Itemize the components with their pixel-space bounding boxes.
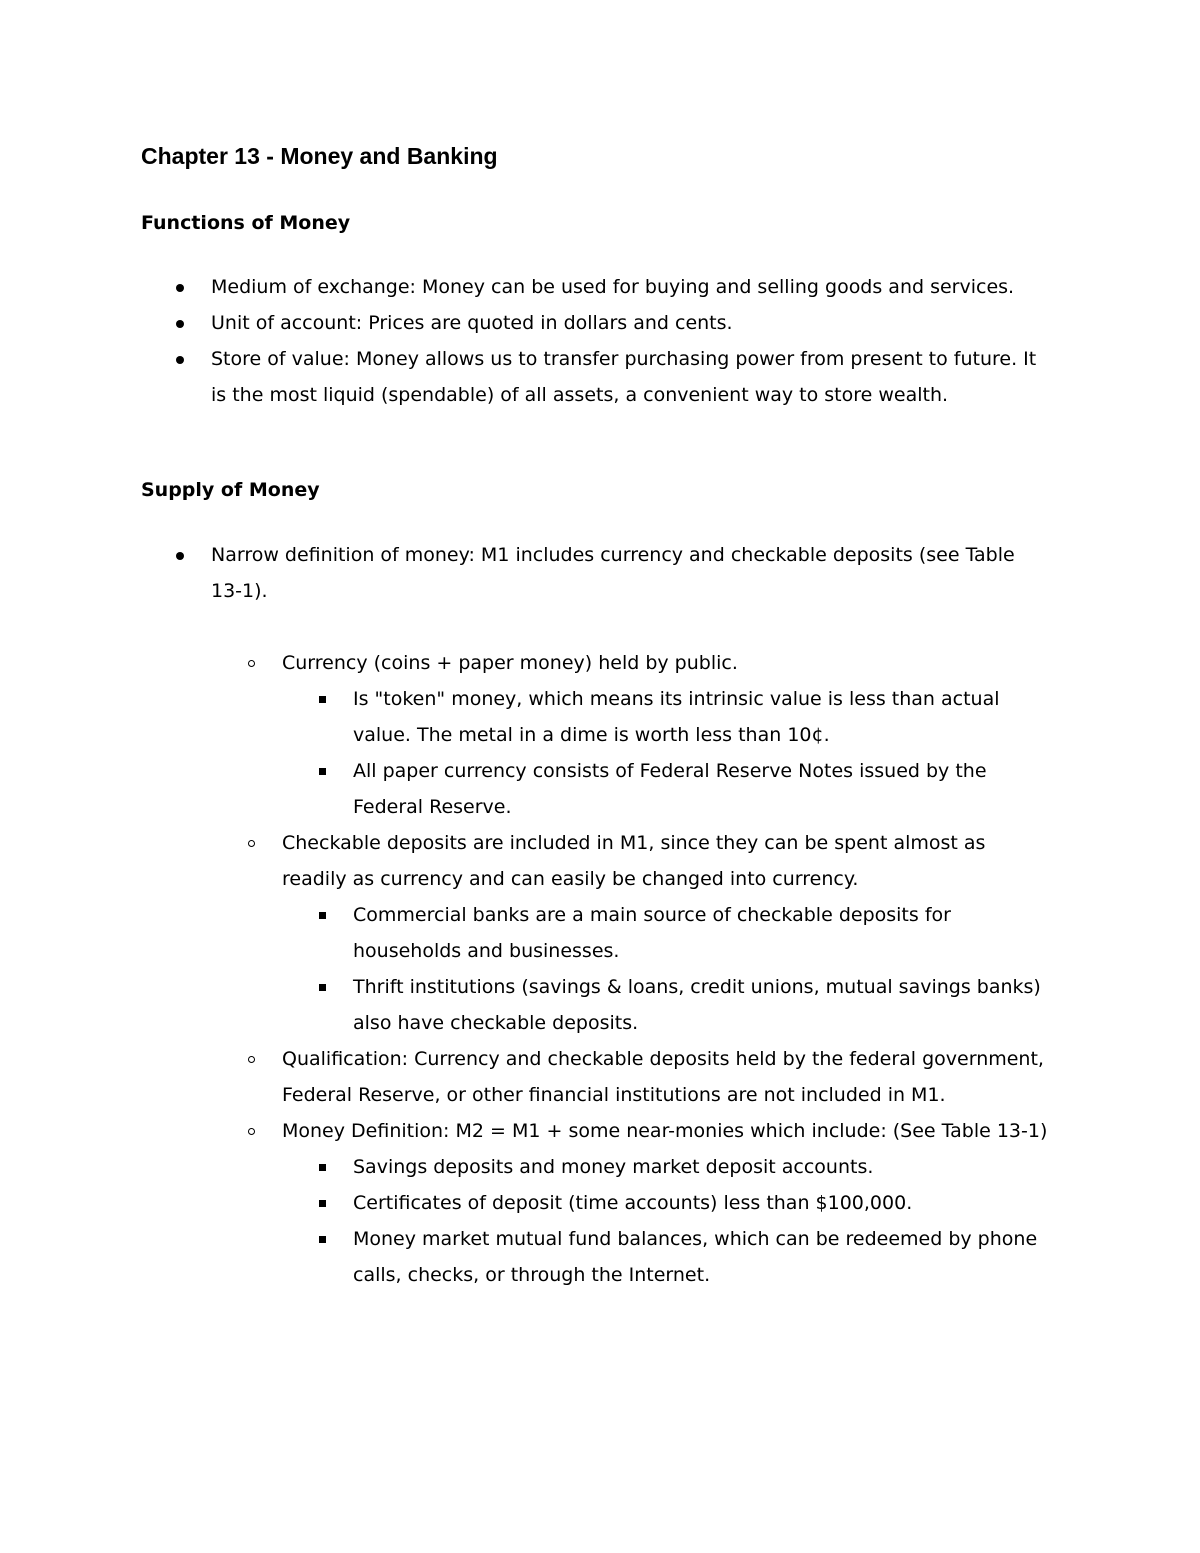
bullet-square-icon [319,1149,326,1185]
bullet-square-icon [319,1221,326,1257]
bullet-dot-icon [176,305,184,341]
bullet-square-icon [319,897,326,933]
list-item: Money Definition: M2 = M1 + some near-monies which include: (See Table 13-1) [0,1113,1052,1149]
bullet-square-icon [319,1185,326,1221]
list-item: Savings deposits and money market deposit accounts. [0,1149,1043,1185]
list-item: Money market mutual fund balances, which can be redeemed by phone calls, checks, or through the Internet. [0,1221,1043,1293]
list-item: Checkable deposits are included in M1, since they can be spent almost as readily as currency and can easily be changed into currency. [0,825,1052,897]
bullet-square-icon [319,753,326,789]
list-item: All paper currency consists of Federal Reserve Notes issued by the Federal Reserve. [0,753,1043,825]
bullet-ring-icon [248,1113,255,1149]
list-item: Medium of exchange: Money can be used for buying and selling goods and services. [0,269,1051,305]
list-item: Currency (coins + paper money) held by public. [0,645,1052,681]
section-heading-functions: Functions of Money [141,212,351,234]
bullet-ring-icon [248,645,255,681]
list-item: Is "token" money, which means its intrinsic value is less than actual value. The metal in a dime is worth less than 10¢. [0,681,1043,753]
list-item: Certificates of deposit (time accounts) less than $100,000. [0,1185,1043,1221]
spacer [0,609,1200,645]
bullet-dot-icon [176,341,184,377]
list-item: Store of value: Money allows us to transfer purchasing power from present to future. It is the most liquid (spendable) of all assets, a convenient way to store wealth. [0,341,1051,413]
bullet-ring-icon [248,825,255,861]
list-item: Qualification: Currency and checkable deposits held by the federal government, Federal Reserve, or other financial institutions are not included in M1. [0,1041,1052,1113]
page-title: Chapter 13 - Money and Banking [141,143,498,169]
bullet-square-icon [319,681,326,717]
functions-list [0,269,1200,413]
section-heading-supply: Supply of Money [141,479,320,501]
bullet-dot-icon [176,269,184,305]
bullet-square-icon [319,969,326,1005]
list-item: Narrow definition of money: M1 includes currency and checkable deposits (see Table 13-1). [0,537,1051,609]
supply-list [0,537,1200,1293]
list-item: Thrift institutions (savings & loans, credit unions, mutual savings banks) also have checkable deposits. [0,969,1043,1041]
list-item: Commercial banks are a main source of checkable deposits for households and businesses. [0,897,1043,969]
list-item: Unit of account: Prices are quoted in dollars and cents. [0,305,1051,341]
bullet-ring-icon [248,1041,255,1077]
bullet-dot-icon [176,537,184,573]
